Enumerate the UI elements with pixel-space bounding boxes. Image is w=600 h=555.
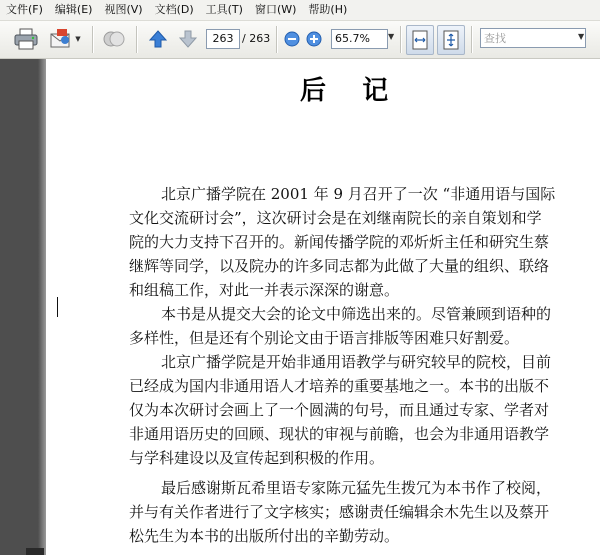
page-total: / 263 [242, 32, 271, 45]
panel-corner [26, 548, 44, 555]
collaborate-icon [102, 28, 126, 50]
zoom-dropdown-icon[interactable]: ▼ [388, 32, 395, 41]
text-line: 继辉等同学，以及院办的许多同志都为此做了大量的组织、联络 [129, 257, 550, 275]
text-line: 已经成为国内非通用语人才培养的重要基地之一。本书的出版不 [129, 377, 550, 395]
previous-page-button[interactable] [146, 27, 170, 51]
email-icon [49, 28, 73, 50]
next-page-button[interactable] [176, 27, 200, 51]
text-line: 文化交流研讨会”，这次研讨会是在刘继南院长的亲自策划和学 [129, 209, 542, 227]
menu-tools[interactable]: 工具(T) [205, 3, 243, 16]
menu-window[interactable]: 窗口(W) [254, 3, 297, 16]
menu-view[interactable]: 视图(V) [104, 3, 143, 16]
menu-help[interactable]: 帮助(H) [308, 3, 348, 16]
fit-width-icon [407, 26, 433, 54]
text-cursor [57, 297, 58, 317]
toolbar [0, 21, 600, 59]
text-line: 并与有关作者进行了文字核实；感谢责任编辑余木先生以及蔡开 [129, 503, 550, 521]
text-line: 北京广播学院在 2001 年 9 月召开了一次 “非通用语与国际 [161, 185, 556, 203]
zoom-out-button[interactable] [283, 27, 301, 51]
collaborate-button[interactable] [100, 27, 128, 51]
page-title: 后 记 [300, 76, 389, 106]
print-button[interactable] [12, 27, 40, 51]
search-input[interactable]: 查找 [480, 28, 586, 48]
email-button[interactable] [47, 27, 83, 51]
text-line: 松先生为本书的出版所付出的辛勤劳动。 [129, 527, 400, 545]
search-dropdown-icon[interactable]: ▼ [578, 32, 585, 41]
zoom-level-input[interactable]: 65.7% [331, 29, 388, 49]
menu-file[interactable]: 文件(F) [6, 3, 43, 16]
text-line: 北京广播学院是开始非通用语教学与研究较早的院校，目前 [161, 353, 552, 371]
text-line: 和组稿工作，对此一并表示深深的谢意。 [129, 281, 400, 299]
page-number-input[interactable]: 263 [206, 29, 240, 49]
text-line: 院的大力支持下召开的。新闻传播学院的邓炘炘主任和研究生蔡 [129, 233, 550, 251]
text-line: 非通用语历史的回顾、现状的审视与前瞻，也会为非通用语教学 [129, 425, 550, 443]
arrow-up-icon [148, 29, 168, 49]
navigation-panel [0, 59, 46, 555]
text-line: 多样性，但是还有个别论文由于语言排版等困难只好割爱。 [129, 329, 520, 347]
text-line: 与学科建设以及宣传起到积极的作用。 [129, 449, 385, 467]
printer-icon [14, 28, 38, 50]
menu-bar [0, 0, 600, 21]
zoom-in-button[interactable] [305, 27, 323, 51]
text-line: 仅为本次研讨会画上了一个圆满的句号，而且通过专家、学者对 [129, 401, 550, 419]
fit-page-icon [438, 26, 464, 54]
menu-edit[interactable]: 编辑(E) [54, 3, 93, 16]
minus-circle-icon [284, 31, 300, 47]
chevron-down-icon: ▼ [75, 35, 81, 43]
text-line: 本书是从提交大会的论文中筛选出来的。尽管兼顾到语种的 [161, 305, 552, 323]
text-line: 最后感谢斯瓦希里语专家陈元猛先生拨冗为本书作了校阅， [161, 479, 552, 497]
fit-page-button[interactable] [437, 25, 465, 55]
arrow-down-icon [178, 29, 198, 49]
fit-width-button[interactable] [406, 25, 434, 55]
plus-circle-icon [306, 31, 322, 47]
menu-document[interactable]: 文档(D) [154, 3, 194, 16]
